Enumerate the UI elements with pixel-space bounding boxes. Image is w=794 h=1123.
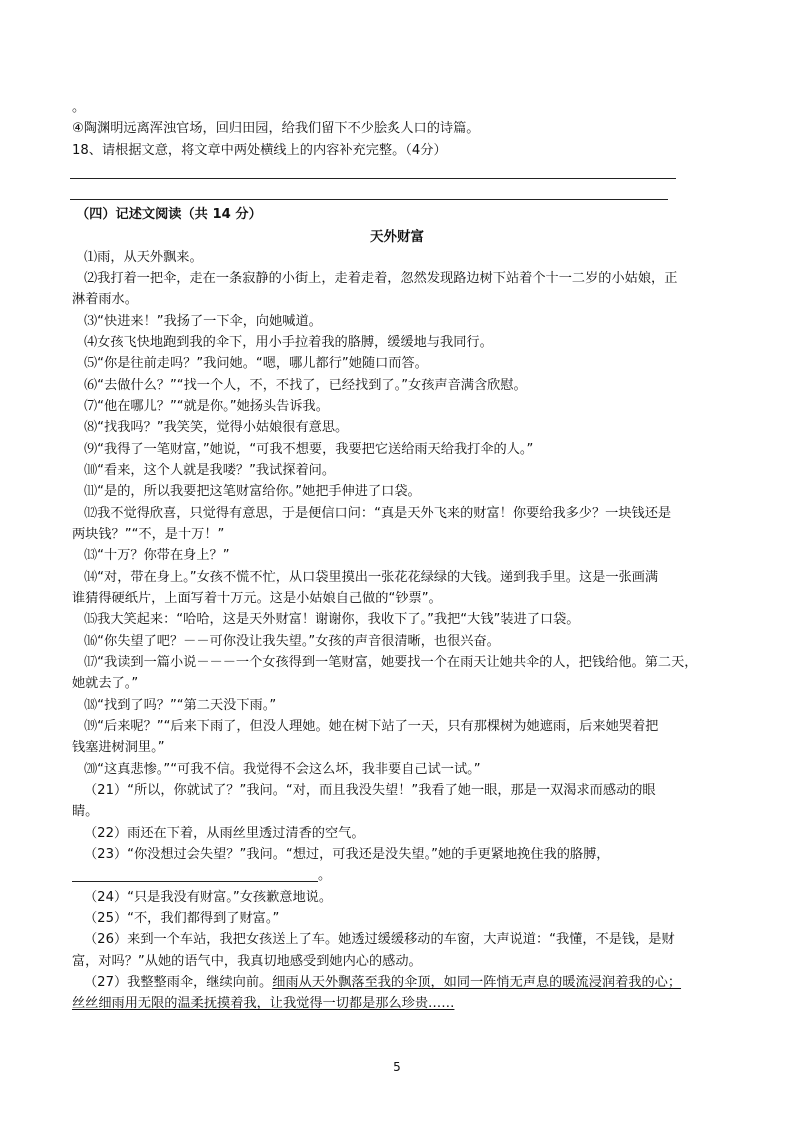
fill-in-blank[interactable] bbox=[72, 867, 318, 882]
paragraph-line: ⑿我不觉得欣喜，只觉得有意思，于是便信口问：“真是天外飞来的财富！你要给我多少？一块钱还是 bbox=[84, 506, 672, 521]
paragraph-line: 富，对吗？”从她的语气中，我真切地感受到她内心的感动。 bbox=[72, 954, 422, 969]
underlined-sentence-continued: 丝丝细雨用无限的温柔抚摸着我，让我觉得一切都是那么珍贵…… bbox=[72, 996, 455, 1011]
paragraph-line: 淋着雨水。 bbox=[72, 292, 138, 307]
paragraph-line: ⑵我打着一把伞，走在一条寂静的小街上，走着走着，忽然发现路边树下站着个十一二岁的小姑娘，正 bbox=[84, 271, 678, 286]
underlined-sentence: 细雨从天外飘落至我的伞顶，如同一阵悄无声息的暖流浸润着我的心； bbox=[272, 975, 682, 990]
blank-end-mark: 。 bbox=[318, 868, 332, 883]
paragraph-line: ⑾“是的，所以我要把这笔财富给你。”她把手伸进了口袋。 bbox=[84, 484, 421, 499]
paragraph-line: （22）雨还在下着，从雨丝里透过清香的空气。 bbox=[84, 826, 365, 841]
paragraph-line: 睛。 bbox=[72, 804, 99, 819]
paragraph-line: ⑻“找我吗？”我笑笑，觉得小姑娘很有意思。 bbox=[84, 420, 349, 435]
paragraph-line: ⒂我大笑起来：“哈哈，这是天外财富！谢谢你，我收下了。”我把“大钱”装进了口袋。 bbox=[84, 612, 580, 627]
paragraph-line: ⑶“快进来！”我扬了一下伞，向她喊道。 bbox=[84, 314, 322, 329]
paragraph-line: ⑼“我得了一笔财富，”她说，“可我不想要，我要把它送给雨天给我打伞的人。” bbox=[84, 442, 534, 457]
paragraph-line: ⒅“找到了吗？”“第二天没下雨。” bbox=[84, 698, 277, 713]
paragraph-line: ⑴雨，从天外飘来。 bbox=[84, 250, 203, 265]
section-heading: （四）记述文阅读（共 14 分） bbox=[76, 207, 262, 222]
paragraph-line: ⒀“十万？你带在身上？” bbox=[84, 548, 230, 563]
answer-line-2[interactable] bbox=[70, 199, 668, 200]
article-title: 天外财富 bbox=[370, 229, 424, 245]
fill-in-blank-line bbox=[72, 865, 722, 886]
page-number: 5 bbox=[393, 1060, 401, 1074]
paragraph-line: （21）“所以，你就试了？”我问。“对，而且我没失望！”我看了她一眼，那是一双渴求而感动的眼 bbox=[84, 783, 656, 798]
answer-line-1[interactable] bbox=[70, 178, 676, 179]
paragraph-line: ⑹“去做什么？”“找一个人，不，不找了，已经找到了。”女孩声音满含欣慰。 bbox=[84, 378, 527, 393]
intro-tail-mark: 。 bbox=[72, 100, 86, 115]
paragraph-line: （26）来到一个车站，我把女孩送上了车。她透过缓缓移动的车窗，大声说道：“我懂，不是钱，是财 bbox=[84, 932, 675, 947]
paragraph-line: 钱塞进树洞里。” bbox=[72, 740, 165, 755]
paragraph-line: ⑺“他在哪儿？”“就是你。”她扬头告诉我。 bbox=[84, 399, 329, 414]
paragraph-line: （23）“你没想过会失望？”我问。“想过，可我还是没失望。”她的手更紧地挽住我的胳膊， bbox=[84, 847, 610, 862]
paragraph-line: ⑸“你是往前走吗？”我问她。“嗯，哪儿都行”她随口而答。 bbox=[84, 356, 428, 371]
paragraph-line: ⑷女孩飞快地跑到我的伞下，用小手拉着我的胳膊，缓缓地与我同行。 bbox=[84, 335, 493, 350]
paragraph-line: ⒆“后来呢？”“后来下雨了，但没人理她。她在树下站了一天，只有那棵树为她遮雨，后来她哭着把 bbox=[84, 719, 659, 734]
paragraph-line: （25）“不，我们都得到了财富。” bbox=[84, 911, 280, 926]
paragraph-line: （24）“只是我没有财富。”女孩歉意地说。 bbox=[84, 890, 333, 905]
paragraph-line: ⒇“这真悲惨。”“可我不信。我觉得不会这么坏，我非要自己试一试。” bbox=[84, 762, 481, 777]
paragraph-line: ⒄“我读到一篇小说－－－一个女孩得到一笔财富，她要找一个在雨天让她共伞的人，把钱给他。第二天， bbox=[84, 655, 698, 670]
question-18: 18、请根据文意，将文章中两处横线上的内容补充完整。（4分） bbox=[72, 143, 447, 158]
paragraph-line: ⒁“对，带在身上。”女孩不慌不忙，从口袋里摸出一张花花绿绿的大钱。递到我手里。这是一张画满 bbox=[84, 570, 659, 585]
paragraph-line-27 bbox=[84, 972, 734, 993]
paragraph-line: 谁猜得硬纸片，上面写着十万元。这是小姑娘自己做的“钞票”。 bbox=[72, 591, 442, 606]
paragraph-27-lead: （27）我整整雨伞，继续向前。 bbox=[84, 975, 273, 990]
paragraph-line: ⑽“看来，这个人就是我喽？”我试探着问。 bbox=[84, 463, 336, 478]
intro-item-4: ④陶渊明远离浑浊官场，回归田园，给我们留下不少脍炙人口的诗篇。 bbox=[72, 121, 480, 136]
paragraph-line: 两块钱？”“不，是十万！” bbox=[72, 527, 225, 542]
paragraph-line: 她就去了。” bbox=[72, 676, 139, 691]
paragraph-line: ⒃“你失望了吧？－－可你没让我失望。”女孩的声音很清晰，也很兴奋。 bbox=[84, 634, 500, 649]
